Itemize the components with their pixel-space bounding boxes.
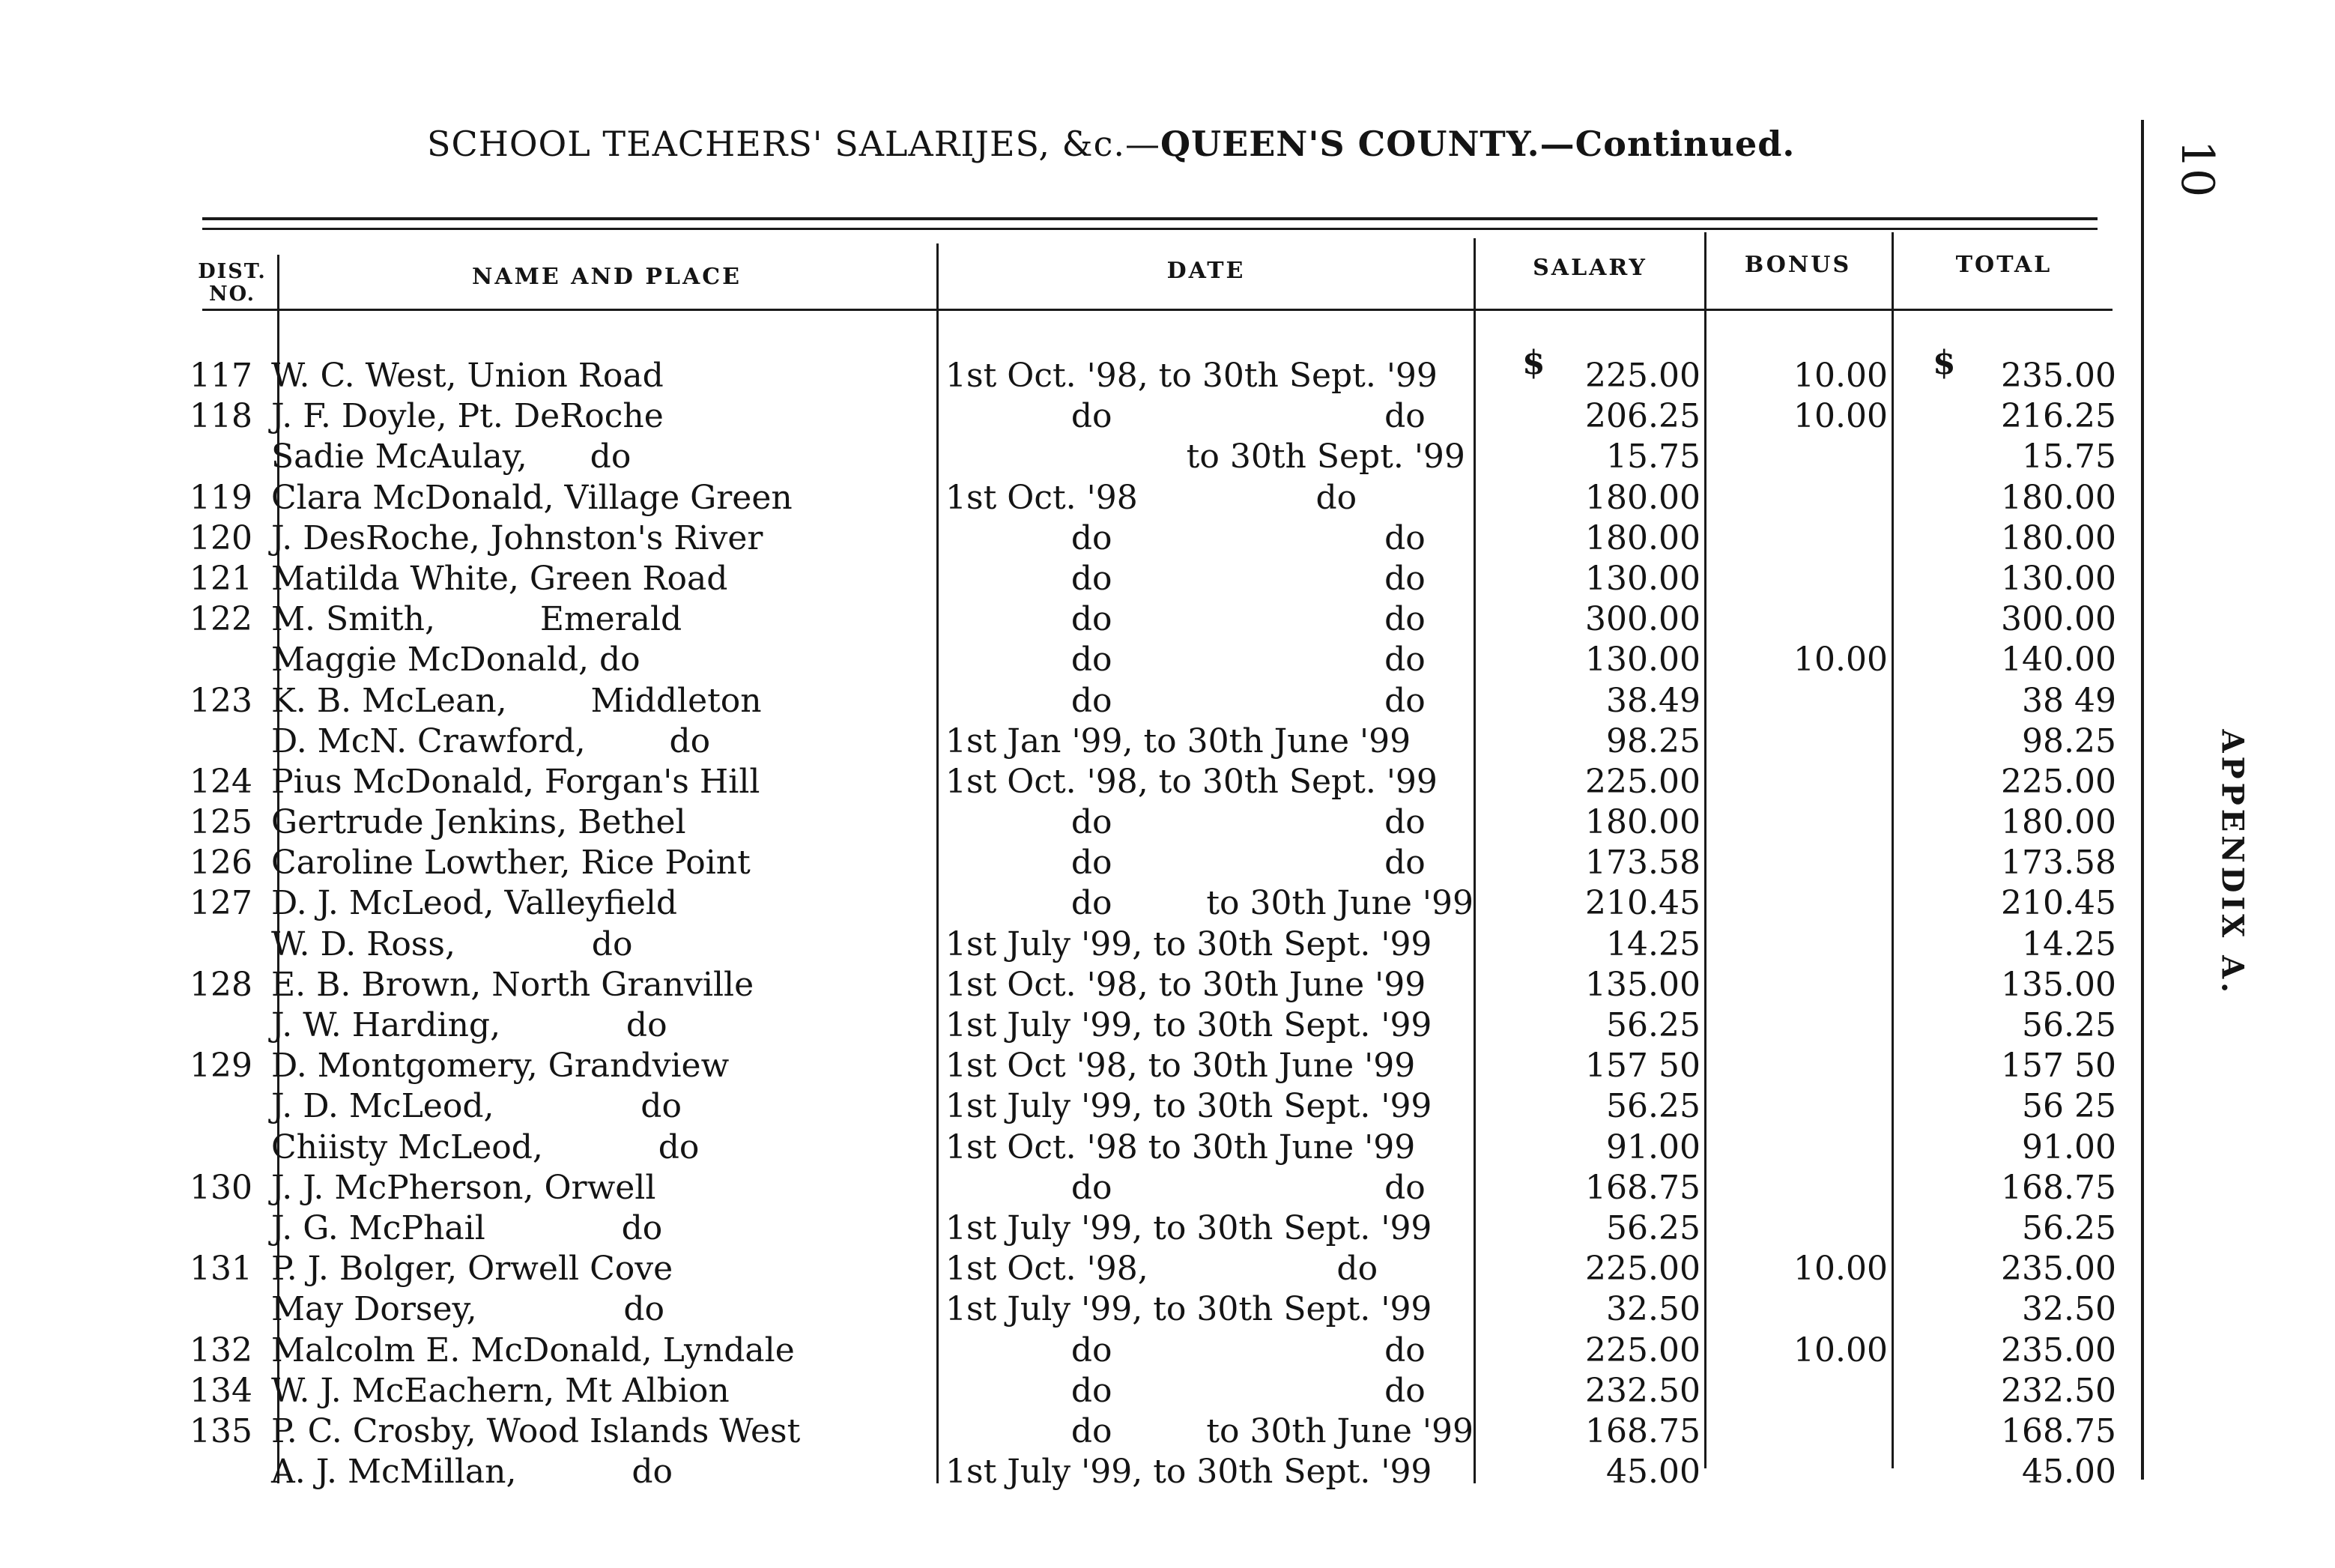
name-place-cell: Malcolm E. McDonald, Lyndale [271, 1331, 795, 1369]
date-cell: do do [945, 559, 1426, 598]
name-place-cell: D. Montgomery, Grandview [271, 1047, 730, 1086]
total-cell: 140.00 [2001, 641, 2116, 679]
date-cell: 1st Oct '98, to 30th June '99 [945, 1047, 1416, 1086]
table-top-rule [202, 217, 2098, 220]
bonus-cell: 10.00 [1793, 397, 1888, 436]
name-place-cell: Gertrude Jenkins, Bethel [271, 803, 686, 842]
total-cell: 232.50 [2001, 1371, 2116, 1410]
total-cell: 56.25 [2022, 1208, 2116, 1247]
total-cell: 180.00 [2001, 478, 2116, 517]
name-place-cell: Sadie McAulay, do [271, 438, 632, 476]
date-cell: do do [945, 600, 1426, 639]
date-cell: do to 30th June '99 [945, 1411, 1474, 1450]
table-row [0, 356, 2142, 396]
dist-no-cell: 127 [190, 884, 252, 923]
date-cell: 1st Oct. '98 to 30th June '99 [945, 1127, 1416, 1166]
dist-no-cell: 126 [190, 844, 252, 883]
name-place-cell: K. B. McLean, Middleton [271, 681, 762, 720]
total-cell: 180.00 [2001, 803, 2116, 842]
total-cell: 300.00 [2001, 600, 2116, 639]
name-place-cell: Matilda White, Green Road [271, 559, 728, 598]
date-cell: to 30th Sept. '99 [945, 438, 1465, 476]
salary-cell: 168.75 [1585, 1411, 1700, 1450]
appendix-label: APPENDIX A. [2214, 729, 2250, 997]
salary-cell: 14.25 [1606, 924, 1700, 963]
table-row [0, 1005, 2142, 1046]
table-row [0, 1452, 2142, 1492]
salary-cell: 180.00 [1585, 803, 1700, 842]
table-row [0, 1086, 2142, 1127]
dist-no-cell: 135 [190, 1411, 252, 1450]
dist-no-cell: 119 [190, 478, 252, 517]
total-cell: 135.00 [2001, 965, 2116, 1004]
salary-cell: 130.00 [1585, 559, 1700, 598]
name-place-cell: D. McN. Crawford, do [271, 721, 711, 760]
total-cell: 91.00 [2022, 1127, 2116, 1166]
total-cell: 168.75 [2001, 1168, 2116, 1207]
page-title [427, 124, 1895, 164]
col-header-dist: DIST. NO. [198, 260, 267, 306]
date-cell: 1st Oct. '98, to 30th June '99 [945, 965, 1426, 1004]
salary-cell: 45.00 [1606, 1453, 1700, 1492]
name-place-cell: May Dorsey, do [271, 1290, 665, 1329]
salary-cell: 225.00 [1585, 1250, 1700, 1289]
total-cell: 130.00 [2001, 559, 2116, 598]
dist-no-cell: 118 [190, 397, 252, 436]
total-cell: 32.50 [2022, 1290, 2116, 1329]
dist-no-cell: 134 [190, 1371, 252, 1410]
dist-no-cell: 122 [190, 600, 252, 639]
total-cell: 45.00 [2022, 1453, 2116, 1492]
total-cell: 38 49 [2022, 681, 2116, 720]
salary-cell: 15.75 [1606, 438, 1700, 476]
name-place-cell: Caroline Lowther, Rice Point [271, 844, 751, 883]
table-row [0, 1168, 2142, 1208]
table-row [0, 640, 2142, 680]
name-place-cell: J. W. Harding, do [271, 1006, 667, 1044]
total-cell: 210.45 [2001, 884, 2116, 923]
name-place-cell: D. J. McLeod, Valleyfield [271, 884, 678, 923]
name-place-cell: J. F. Doyle, Pt. DeRoche [271, 397, 664, 436]
dist-no-cell: 130 [190, 1168, 252, 1207]
salary-cell: 32.50 [1606, 1290, 1700, 1329]
name-place-cell: J. J. McPherson, Orwell [271, 1168, 656, 1207]
table-top-rule-2 [202, 228, 2098, 230]
date-cell: do do [945, 397, 1426, 436]
name-place-cell: E. B. Brown, North Granville [271, 965, 754, 1004]
total-cell: 15.75 [2022, 438, 2116, 476]
salary-cell: 157 50 [1585, 1047, 1700, 1086]
salary-cell: 225.00 [1585, 1331, 1700, 1369]
table-row [0, 924, 2142, 965]
name-place-cell: J. G. McPhail do [271, 1208, 663, 1247]
total-cell: 14.25 [2022, 924, 2116, 963]
salary-cell: 206.25 [1585, 397, 1700, 436]
total-cell: 235.00 [2001, 357, 2116, 395]
date-cell: 1st Oct. '98, do [945, 1250, 1378, 1289]
name-place-cell: Pius McDonald, Forgan's Hill [271, 762, 760, 801]
col-header-date: DATE [1166, 258, 1246, 284]
table-row [0, 1208, 2142, 1249]
salary-table-body [0, 356, 2142, 1492]
table-row [0, 1289, 2142, 1330]
name-place-cell: P. C. Crosby, Wood Islands West [271, 1411, 801, 1450]
table-row [0, 599, 2142, 640]
table-row [0, 681, 2142, 721]
salary-cell: 130.00 [1585, 641, 1700, 679]
name-place-cell: P. J. Bolger, Orwell Cove [271, 1250, 673, 1289]
total-cell: 235.00 [2001, 1250, 2116, 1289]
salary-cell: 56.25 [1606, 1006, 1700, 1044]
salary-cell: 38.49 [1606, 681, 1700, 720]
salary-cell: 210.45 [1585, 884, 1700, 923]
header-bottom-rule [202, 309, 2113, 311]
table-row [0, 1249, 2142, 1289]
table-row [0, 721, 2142, 762]
bonus-cell: 10.00 [1793, 1331, 1888, 1369]
table-row [0, 1331, 2142, 1371]
salary-cell: 232.50 [1585, 1371, 1700, 1410]
dist-no-cell: 125 [190, 803, 252, 842]
total-cell: 173.58 [2001, 844, 2116, 883]
bonus-cell: 10.00 [1793, 641, 1888, 679]
name-place-cell: J. D. McLeod, do [271, 1087, 682, 1126]
title-main: SCHOOL TEACHERS' SALARIJES, &c.— [427, 124, 1160, 164]
date-cell: 1st July '99, to 30th Sept. '99 [945, 1006, 1432, 1044]
table-row [0, 559, 2142, 599]
date-cell: 1st July '99, to 30th Sept. '99 [945, 1087, 1432, 1126]
name-place-cell: A. J. McMillan, do [271, 1453, 673, 1492]
date-cell: do to 30th June '99 [945, 884, 1474, 923]
table-row [0, 965, 2142, 1005]
name-place-cell: W. C. West, Union Road [271, 357, 664, 395]
dist-no-cell: 128 [190, 965, 252, 1004]
total-currency-sign: $ [1933, 344, 1956, 382]
table-row [0, 843, 2142, 883]
dist-no-cell: 131 [190, 1250, 252, 1289]
date-cell: do do [945, 518, 1426, 557]
date-cell: do do [945, 1168, 1426, 1207]
table-row [0, 1127, 2142, 1168]
salary-cell: 300.00 [1585, 600, 1700, 639]
col-header-name: NAME AND PLACE [471, 264, 742, 290]
date-cell: 1st July '99, to 30th Sept. '99 [945, 1208, 1432, 1247]
date-cell: 1st Jan '99, to 30th June '99 [945, 721, 1411, 760]
total-cell: 157 50 [2001, 1047, 2116, 1086]
total-cell: 98.25 [2022, 721, 2116, 760]
name-place-cell: W. J. McEachern, Mt Albion [271, 1371, 730, 1410]
table-row [0, 1371, 2142, 1411]
name-place-cell: W. D. Ross, do [271, 924, 633, 963]
total-cell: 235.00 [2001, 1331, 2116, 1369]
date-cell: 1st July '99, to 30th Sept. '99 [945, 924, 1432, 963]
table-row [0, 1411, 2142, 1452]
salary-cell: 168.75 [1585, 1168, 1700, 1207]
date-cell: do do [945, 844, 1426, 883]
name-place-cell: Maggie McDonald, do [271, 641, 640, 679]
table-row [0, 802, 2142, 843]
dist-no-cell: 132 [190, 1331, 252, 1369]
date-cell: 1st Oct. '98, to 30th Sept. '99 [945, 357, 1438, 395]
table-row [0, 518, 2142, 559]
total-cell: 56 25 [2022, 1087, 2116, 1126]
bonus-cell: 10.00 [1793, 357, 1888, 395]
title-county: QUEEN'S COUNTY.—Continued. [1160, 124, 1796, 164]
salary-cell: 180.00 [1585, 478, 1700, 517]
dist-no-cell: 121 [190, 559, 252, 598]
date-cell: do do [945, 803, 1426, 842]
total-cell: 56.25 [2022, 1006, 2116, 1044]
salary-cell: 98.25 [1606, 721, 1700, 760]
date-cell: 1st Oct. '98, to 30th Sept. '99 [945, 762, 1438, 801]
table-row [0, 883, 2142, 924]
table-row [0, 396, 2142, 437]
total-cell: 168.75 [2001, 1411, 2116, 1450]
salary-cell: 56.25 [1606, 1087, 1700, 1126]
dist-no-cell: 117 [190, 357, 252, 395]
total-cell: 180.00 [2001, 518, 2116, 557]
name-place-cell: M. Smith, Emerald [271, 600, 682, 639]
dist-no-cell: 124 [190, 762, 252, 801]
col-header-bonus: BONUS [1744, 252, 1852, 278]
date-cell: do do [945, 641, 1426, 679]
date-cell: do do [945, 1331, 1426, 1369]
date-cell: 1st Oct. '98 do [945, 478, 1357, 517]
date-cell: 1st July '99, to 30th Sept. '99 [945, 1290, 1432, 1329]
page-number: 10 [2171, 139, 2224, 198]
date-cell: 1st July '99, to 30th Sept. '99 [945, 1453, 1432, 1492]
date-cell: do do [945, 681, 1426, 720]
date-cell: do do [945, 1371, 1426, 1410]
total-cell: 216.25 [2001, 397, 2116, 436]
name-place-cell: Chiisty McLeod, do [271, 1127, 700, 1166]
dist-no-cell: 120 [190, 518, 252, 557]
dist-no-cell: 123 [190, 681, 252, 720]
table-row [0, 478, 2142, 518]
salary-cell: 56.25 [1606, 1208, 1700, 1247]
salary-cell: 225.00 [1585, 357, 1700, 395]
table-row [0, 762, 2142, 802]
total-cell: 225.00 [2001, 762, 2116, 801]
col-header-salary: SALARY [1533, 255, 1647, 281]
salary-cell: 135.00 [1585, 965, 1700, 1004]
name-place-cell: Clara McDonald, Village Green [271, 478, 793, 517]
col-header-total: TOTAL [1955, 252, 2053, 278]
dist-no-cell: 129 [190, 1047, 252, 1086]
salary-cell: 91.00 [1606, 1127, 1700, 1166]
salary-cell: 173.58 [1585, 844, 1700, 883]
bonus-cell: 10.00 [1793, 1250, 1888, 1289]
salary-cell: 180.00 [1585, 518, 1700, 557]
salary-currency-sign: $ [1522, 344, 1545, 382]
name-place-cell: J. DesRoche, Johnston's River [271, 518, 763, 557]
table-row [0, 437, 2142, 477]
table-row [0, 1046, 2142, 1086]
salary-cell: 225.00 [1585, 762, 1700, 801]
